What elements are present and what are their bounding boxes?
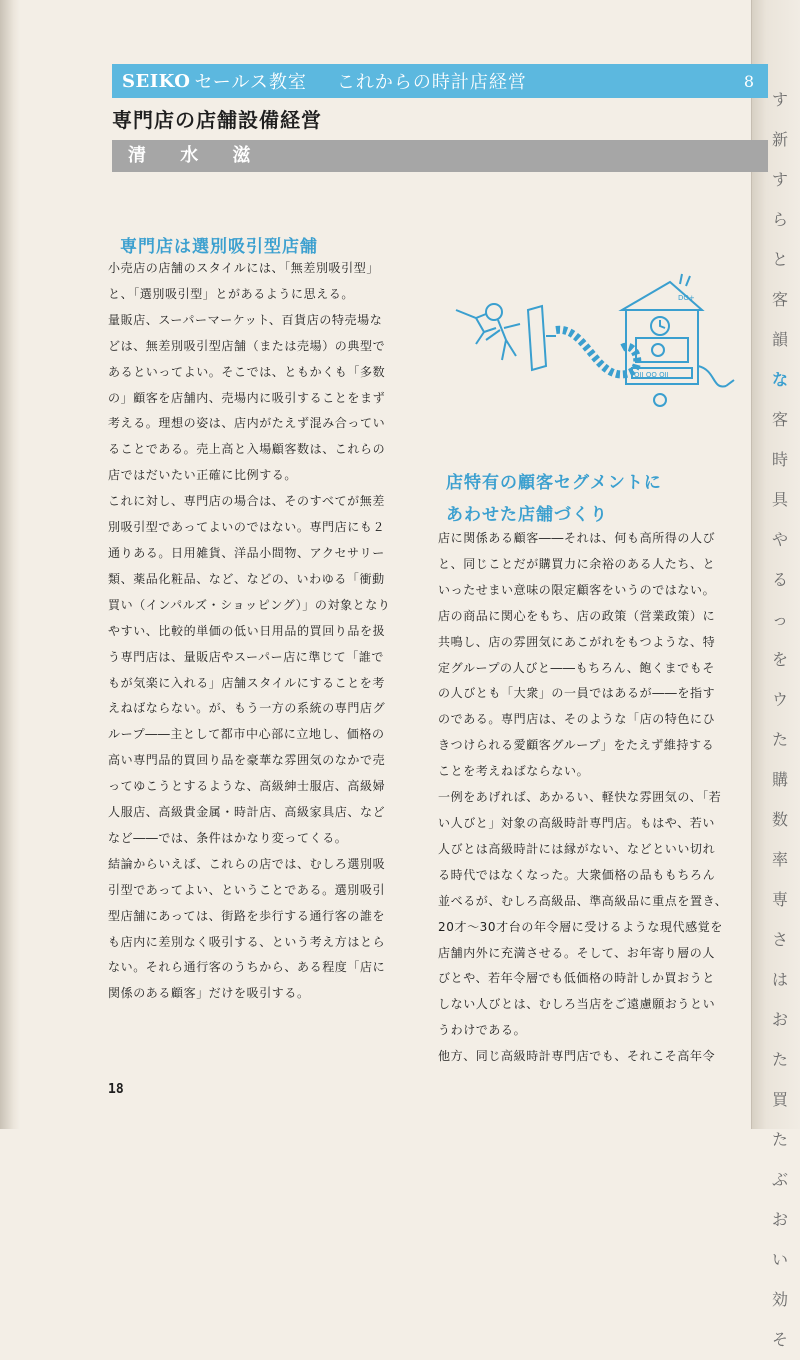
body-text-line: 店舗内外に充満させる。そして、お年寄り層の人	[438, 945, 715, 960]
body-text-line: など――では、条件はかなり変ってくる。	[108, 830, 348, 845]
series-header-bar	[112, 64, 768, 98]
section-heading-segment-line1: 店特有の顧客セグメントに	[446, 473, 662, 493]
body-text-line: 20才～30才台の年令層に受けるような現代感覚を	[438, 919, 723, 934]
body-text-line: 型店舗にあっては、街路を歩行する通行客の誰を	[108, 908, 386, 923]
adjacent-page-glyph: と	[771, 250, 788, 269]
counter-text: OII OO OII	[634, 371, 669, 379]
body-text-line: い人びと」対象の高級時計専門店。もはや、若い	[438, 815, 715, 830]
adjacent-page-glyph: 買	[771, 1090, 788, 1109]
body-text-line: えねばならない。が、もう一方の系統の専門店グ	[108, 701, 386, 716]
body-text-line: の人びとも「大衆」の一員ではあるが――を指す	[438, 686, 716, 701]
brand-logo-text: SEIKO	[122, 70, 191, 92]
body-text-line: どは、無差別吸引型店舗（または売場）の典型で	[108, 338, 386, 353]
body-text-line: 店に関係ある顧客――それは、何も高所得の人び	[438, 531, 716, 545]
adjacent-page-glyph: 効	[771, 1290, 788, 1309]
adjacent-page-glyph: 客	[771, 410, 788, 429]
body-text-line: も店内に差別なく吸引する、という考え方はとら	[108, 934, 386, 949]
body-text-line: ることである。売上高と入場顧客数は、これらの	[108, 442, 386, 457]
left-body-column	[108, 256, 414, 1007]
body-text-line: 店の商品に関心をもち、店の政策（営業政策）に	[438, 608, 716, 623]
adjacent-page-glyph: た	[771, 1050, 788, 1069]
adjacent-page-glyph: ら	[771, 210, 788, 229]
body-text-line: 小売店の店舗のスタイルには、「無差別吸引型」	[108, 261, 379, 275]
body-text-line: る時代ではなくなった。大衆価格の品ももちろん	[438, 867, 716, 882]
adjacent-page-glyph: 新	[771, 130, 788, 149]
adjacent-page-glyph: 数	[771, 810, 788, 829]
body-text-line: もが気楽に入れる」店舗スタイルにすることを考	[108, 675, 385, 690]
body-text-line: これに対し、専門店の場合は、そのすべてが無差	[108, 494, 385, 509]
body-text-line: 人服店、高級貴金属・時計店、高級家具店、など	[108, 805, 386, 820]
page-number: 18	[108, 1082, 124, 1097]
body-text-line: 共鳴し、店の雰囲気にあこがれをもつような、特	[438, 634, 716, 649]
adjacent-page-glyph: そ	[771, 1330, 788, 1349]
running-person-figure	[456, 304, 520, 360]
adjacent-page-glyph: 購	[771, 770, 788, 789]
adjacent-page-glyph: る	[771, 570, 788, 589]
series-title: セールス教室	[194, 72, 307, 93]
body-text-line: あるといってよい。そこでは、ともかくも「多数	[108, 364, 386, 379]
body-text-line: うわけである。	[438, 1023, 527, 1038]
body-text-line: 考える。理想の姿は、店内がたえず混み合ってい	[108, 416, 386, 431]
series-subtitle: これからの時計店経営	[336, 72, 527, 93]
adjacent-page-glyph: ウ	[771, 690, 788, 709]
section-heading-segment-line2: あわせた店舗づくり	[446, 505, 608, 525]
wheel	[654, 394, 666, 406]
adjacent-page-glyph: を	[771, 650, 788, 669]
adjacent-page-glyph: お	[771, 1010, 788, 1029]
adjacent-page-glyph: 具	[771, 490, 788, 509]
page-binding-shadow	[0, 0, 20, 1129]
store-vacuum-illustration	[446, 270, 748, 420]
body-text-line: いったせまい意味の限定顧客をいうのではない。	[438, 582, 716, 597]
adjacent-page-glyph: 率	[771, 850, 788, 869]
body-text-line: と、「選別吸引型」とがあるように思える。	[108, 286, 355, 301]
body-text-line: 並べるが、むしろ高級品、準高級品に重点を置き、	[438, 893, 728, 908]
body-text-line: 関係のある顧客」だけを吸引する。	[108, 986, 310, 1001]
body-text-line: 定グループの人びと――もちろん、飽くまでもそ	[438, 660, 715, 675]
adjacent-page-glyph: 韻	[771, 330, 788, 349]
body-text-line: やすい、比較的単価の低い日用品的買回り品を扱	[108, 623, 386, 638]
body-text-line: の」顧客を店舗内、売場内に吸引することをまず	[108, 390, 386, 405]
section-heading-selective-store: 専門店は選別吸引型店舗	[120, 237, 318, 257]
adjacent-page-glyph: た	[771, 730, 788, 749]
sign-text: DO+	[678, 294, 695, 302]
body-text-line: ってゆこうとするような、高級紳士服店、高級婦	[108, 779, 386, 794]
adjacent-page-glyph: お	[771, 1210, 788, 1229]
body-text-line: 他方、同じ高級時計専門店でも、それこそ高年令	[438, 1049, 716, 1064]
adjacent-page-glyph: 時	[771, 450, 788, 469]
body-text-line: 引型であってよい、ということである。選別吸引	[108, 882, 386, 897]
adjacent-page-glyph: 客	[771, 290, 788, 309]
body-text-line: びとや、若年令層でも低価格の時計しか買おうと	[438, 971, 715, 986]
body-text-line: 別吸引型であってよいのではない。専門店にも２	[108, 520, 386, 535]
body-text-line: と、同じことだが購買力に余裕のある人たち、と	[438, 556, 716, 571]
adjacent-page-glyph: 専	[771, 890, 788, 909]
adjacent-page-text	[766, 80, 794, 1360]
adjacent-page-glyph: は	[771, 970, 788, 989]
shop-building	[622, 274, 702, 384]
body-text-line: 類、薬品化粧品、など、などの、いわゆる「衝動	[108, 571, 385, 586]
vacuum-nozzle	[528, 306, 556, 370]
adjacent-page-glyph: っ	[771, 610, 788, 629]
adjacent-page-glyph: す	[771, 170, 788, 189]
body-text-line: のである。専門店は、そのような「店の特色にひ	[438, 712, 716, 727]
adjacent-page-glyph: い	[771, 1250, 788, 1269]
body-text-line: ことを考えねばならない。	[438, 764, 590, 779]
power-cord	[698, 366, 734, 387]
article-title: 専門店の店舗設備経営	[112, 108, 322, 132]
adjacent-page-glyph: た	[771, 1130, 788, 1149]
body-text-line: 通りある。日用雑貨、洋品小間物、アクセサリー	[108, 545, 385, 560]
body-text-line: 結論からいえば、これらの店では、むしろ選別吸	[108, 856, 386, 871]
body-text-line: う専門店は、量販店やスーパー店に準じて「誰で	[108, 649, 385, 664]
body-text-line: 一例をあげれば、あかるい、軽快な雰囲気の、「若	[438, 790, 722, 805]
adjacent-page-glyph: な	[771, 370, 788, 389]
adjacent-page-glyph: す	[771, 90, 788, 109]
adjacent-page-glyph: ぶ	[771, 1170, 788, 1189]
body-text-line: しない人びとは、むしろ当店をご遠慮願おうとい	[438, 997, 716, 1012]
body-text-line: 店ではだいたい正確に比例する。	[108, 468, 298, 483]
adjacent-page-glyph: さ	[771, 930, 788, 949]
adjacent-page-glyph: や	[771, 530, 788, 549]
author-name: 清 水 滋	[112, 140, 768, 172]
series-number: 8	[743, 71, 754, 91]
body-text-line: 人びとは高級時計には縁がない、などといい切れ	[438, 841, 716, 856]
body-text-line: 買い（インパルズ・ショッピング）」の対象となり	[108, 597, 391, 612]
body-text-line: ループ――主として都市中心部に立地し、価格の	[108, 727, 385, 742]
body-text-line: 高い専門品的買回り品を豪華な雰囲気のなかで売	[108, 753, 386, 768]
body-text-line: きつけられる愛顧客グループ」をたえず維持する	[438, 738, 715, 753]
body-text-line: 量販店、スーパーマーケット、百貨店の特売場な	[108, 312, 383, 327]
right-body-column	[438, 526, 762, 1070]
body-text-line: ない。それら通行客のうちから、ある程度「店に	[108, 960, 386, 975]
